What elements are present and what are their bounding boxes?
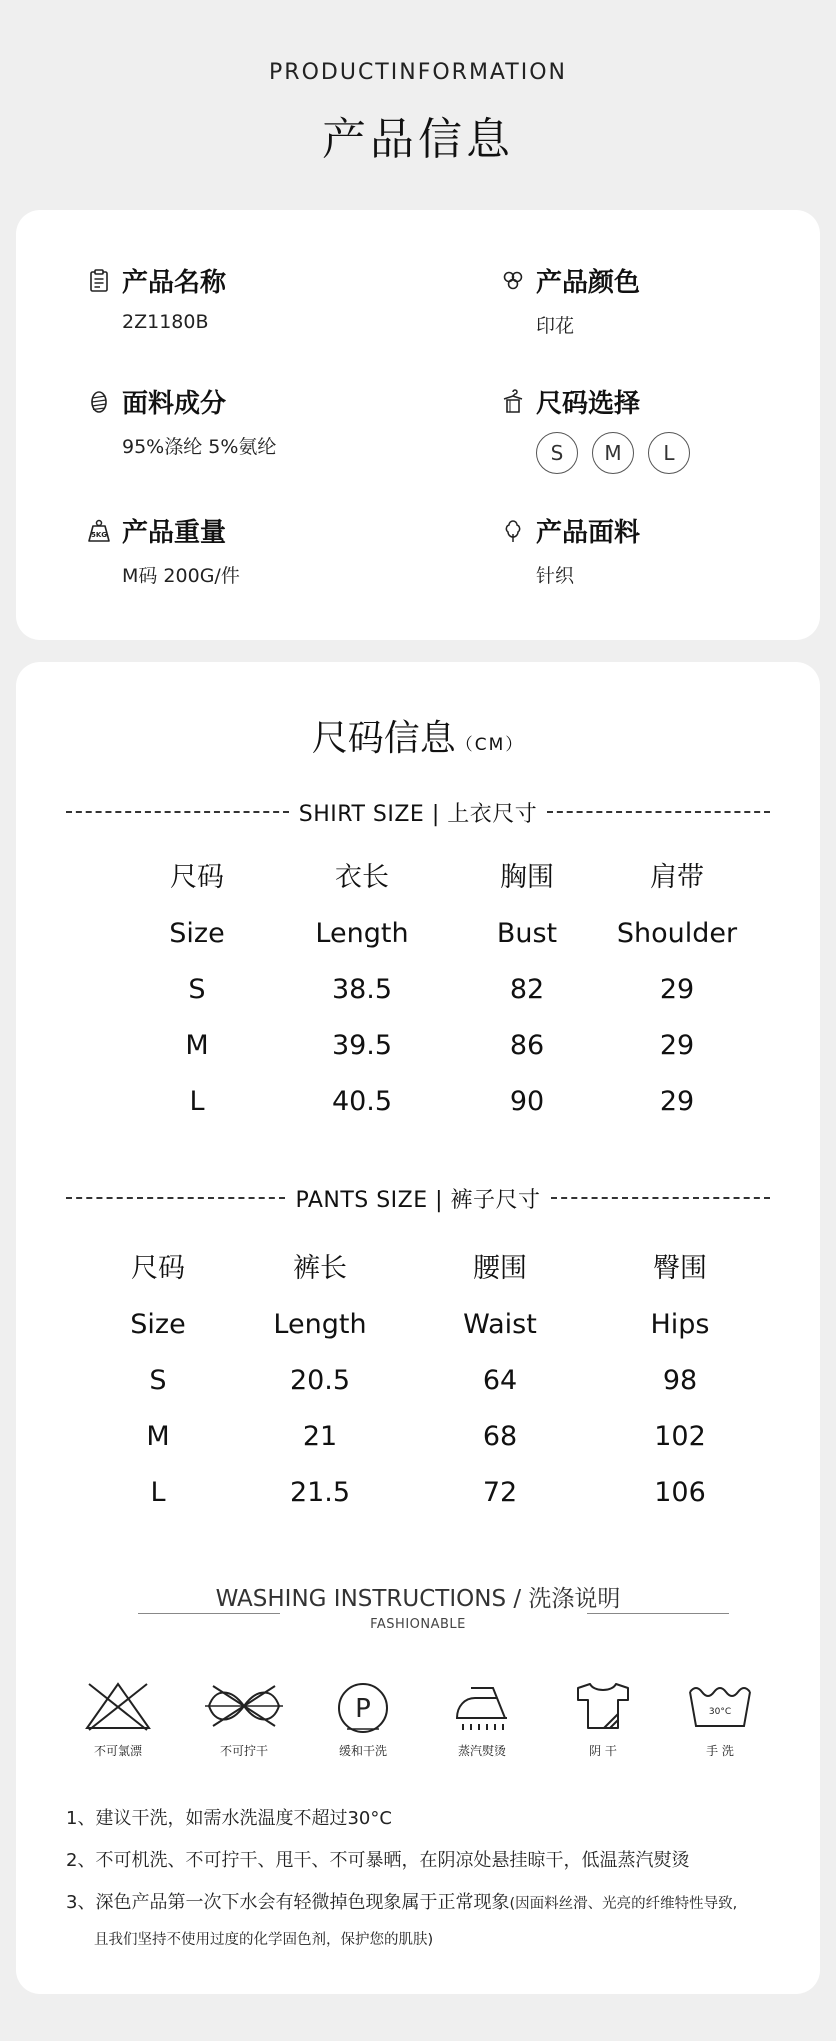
pants-size-table [86, 1241, 770, 1521]
table-header: Hips [650, 1309, 710, 1340]
info-value: 印花 [536, 315, 575, 337]
table-cell: 72 [482, 1477, 518, 1508]
table-cell: 39.5 [331, 1030, 393, 1061]
pants-size-divider [66, 1183, 770, 1213]
hand-wash-icon [684, 1680, 756, 1732]
hand-wash-temp: 30°C [708, 1707, 732, 1717]
header-title-en: PRODUCTINFORMATION [269, 60, 567, 85]
note-3-small: (因面料丝滑、光亮的纤维特性导致, [509, 1896, 738, 1912]
info-size-select [500, 383, 690, 474]
table-header: 腰围 [473, 1253, 527, 1284]
washing-rule-right [587, 1613, 729, 1614]
table-header: 裤长 [293, 1253, 347, 1284]
size-info-unit: （CM） [455, 735, 525, 755]
table-header: Size [169, 918, 225, 949]
table-cell: 82 [509, 974, 545, 1005]
no-bleach-icon [83, 1680, 153, 1732]
info-label: 产品名称 [122, 268, 227, 298]
care-label: 不可氯漂 [93, 1744, 142, 1758]
table-cell: 38.5 [331, 974, 393, 1005]
size-option-l[interactable]: L [648, 432, 690, 474]
size-option-m[interactable]: M [592, 432, 634, 474]
shirt-size-divider [66, 797, 770, 827]
steam-iron-icon [447, 1680, 517, 1736]
table-cell: 64 [482, 1365, 518, 1396]
info-label: 产品重量 [122, 518, 227, 548]
table-cell: 21.5 [289, 1477, 351, 1508]
table-cell: L [150, 1477, 166, 1508]
table-cell: S [188, 974, 206, 1005]
table-cell: 98 [662, 1365, 698, 1396]
care-label: 阴 干 [589, 1744, 617, 1758]
table-header: Length [315, 918, 409, 949]
clipboard-icon [86, 268, 112, 294]
table-cell: 20.5 [289, 1365, 351, 1396]
care-label: 手 洗 [706, 1744, 734, 1758]
table-cell: 21 [302, 1421, 338, 1452]
table-header: Bust [496, 918, 558, 949]
weight-icon [86, 518, 112, 544]
table-cell: L [189, 1086, 205, 1117]
care-label: 不可拧干 [219, 1744, 268, 1758]
info-label: 尺码选择 [536, 389, 641, 419]
yarn-icon [86, 389, 112, 415]
note-3-continued: 且我们坚持不使用过度的化学固色剂，保护您的肌肤) [94, 1932, 434, 1948]
care-hand-wash [670, 1680, 770, 1759]
info-value: M码 200G/件 [122, 565, 240, 587]
table-header: Length [273, 1309, 367, 1340]
note-3-main: 3、深色产品第一次下水会有轻微掉色现象属于正常现象 [66, 1892, 510, 1913]
table-cell: 29 [659, 974, 695, 1005]
info-label: 面料成分 [122, 389, 227, 419]
washing-subtitle: FASHIONABLE [370, 1617, 466, 1632]
care-no-bleach [68, 1680, 168, 1759]
washing-title: WASHING INSTRUCTIONS / 洗涤说明 [215, 1586, 621, 1612]
washing-rule-left [138, 1613, 280, 1614]
shirt-size-table [112, 850, 742, 1130]
info-product-color [500, 262, 640, 338]
info-value: 针织 [536, 565, 575, 587]
care-dry-clean [313, 1680, 413, 1759]
table-cell: 86 [509, 1030, 545, 1061]
info-value: 95%涤纶 5%氨纶 [122, 436, 277, 458]
table-header: 胸围 [500, 862, 554, 893]
table-header: 尺码 [170, 862, 224, 893]
info-weight [86, 512, 240, 588]
info-material [500, 512, 640, 588]
table-header: 臀围 [653, 1253, 707, 1284]
info-value: 2Z1180B [122, 311, 209, 333]
size-info-title [0, 710, 836, 761]
shirt-size-label: SHIRT SIZE | 上衣尺寸 [298, 801, 538, 827]
table-cell: 40.5 [331, 1086, 393, 1117]
hanger-shirt-icon [500, 389, 526, 415]
svg-text:5KG: 5KG [90, 530, 108, 539]
shade-dry-icon [568, 1680, 638, 1732]
table-cell: 90 [509, 1086, 545, 1117]
palette-icon [500, 268, 526, 294]
table-header: 肩带 [650, 862, 704, 893]
table-header: Shoulder [616, 918, 738, 949]
note-3 [66, 1882, 786, 1925]
table-header: 尺码 [131, 1253, 185, 1284]
table-cell: M [185, 1030, 209, 1061]
care-no-wring [194, 1680, 294, 1759]
table-header: Size [130, 1309, 186, 1340]
table-cell: 29 [659, 1086, 695, 1117]
table-cell: 106 [654, 1477, 706, 1508]
header-title-cn: 产品信息 [322, 114, 514, 165]
dry-clean-p-icon [335, 1680, 391, 1736]
size-option-s[interactable]: S [536, 432, 578, 474]
table-header: 衣长 [335, 862, 389, 893]
size-info-title-text: 尺码信息 [311, 718, 456, 759]
info-product-name [86, 262, 226, 333]
no-wring-icon [201, 1680, 287, 1732]
care-shade-dry [553, 1680, 653, 1759]
info-label: 产品面料 [536, 518, 641, 548]
info-fabric [86, 383, 276, 459]
table-cell: 102 [654, 1421, 706, 1452]
note-1: 1、建议干洗，如需水洗温度不超过30°C [66, 1808, 392, 1829]
pants-size-label: PANTS SIZE | 裤子尺寸 [295, 1187, 541, 1213]
table-cell: M [146, 1421, 170, 1452]
info-label: 产品颜色 [536, 268, 641, 298]
size-options [536, 432, 690, 474]
table-cell: S [149, 1365, 167, 1396]
care-steam-iron [432, 1680, 532, 1759]
washing-notes [66, 1798, 786, 1955]
svg-text:P: P [355, 1694, 371, 1724]
note-2: 2、不可机洗、不可拧干、甩干、不可暴晒，在阴凉处悬挂晾干，低温蒸汽熨烫 [66, 1850, 690, 1871]
table-cell: 68 [482, 1421, 518, 1452]
care-label: 缓和干洗 [338, 1744, 387, 1758]
cotton-icon [500, 518, 526, 544]
table-cell: 29 [659, 1030, 695, 1061]
table-header: Waist [463, 1309, 537, 1340]
care-label: 蒸汽熨烫 [457, 1744, 506, 1758]
